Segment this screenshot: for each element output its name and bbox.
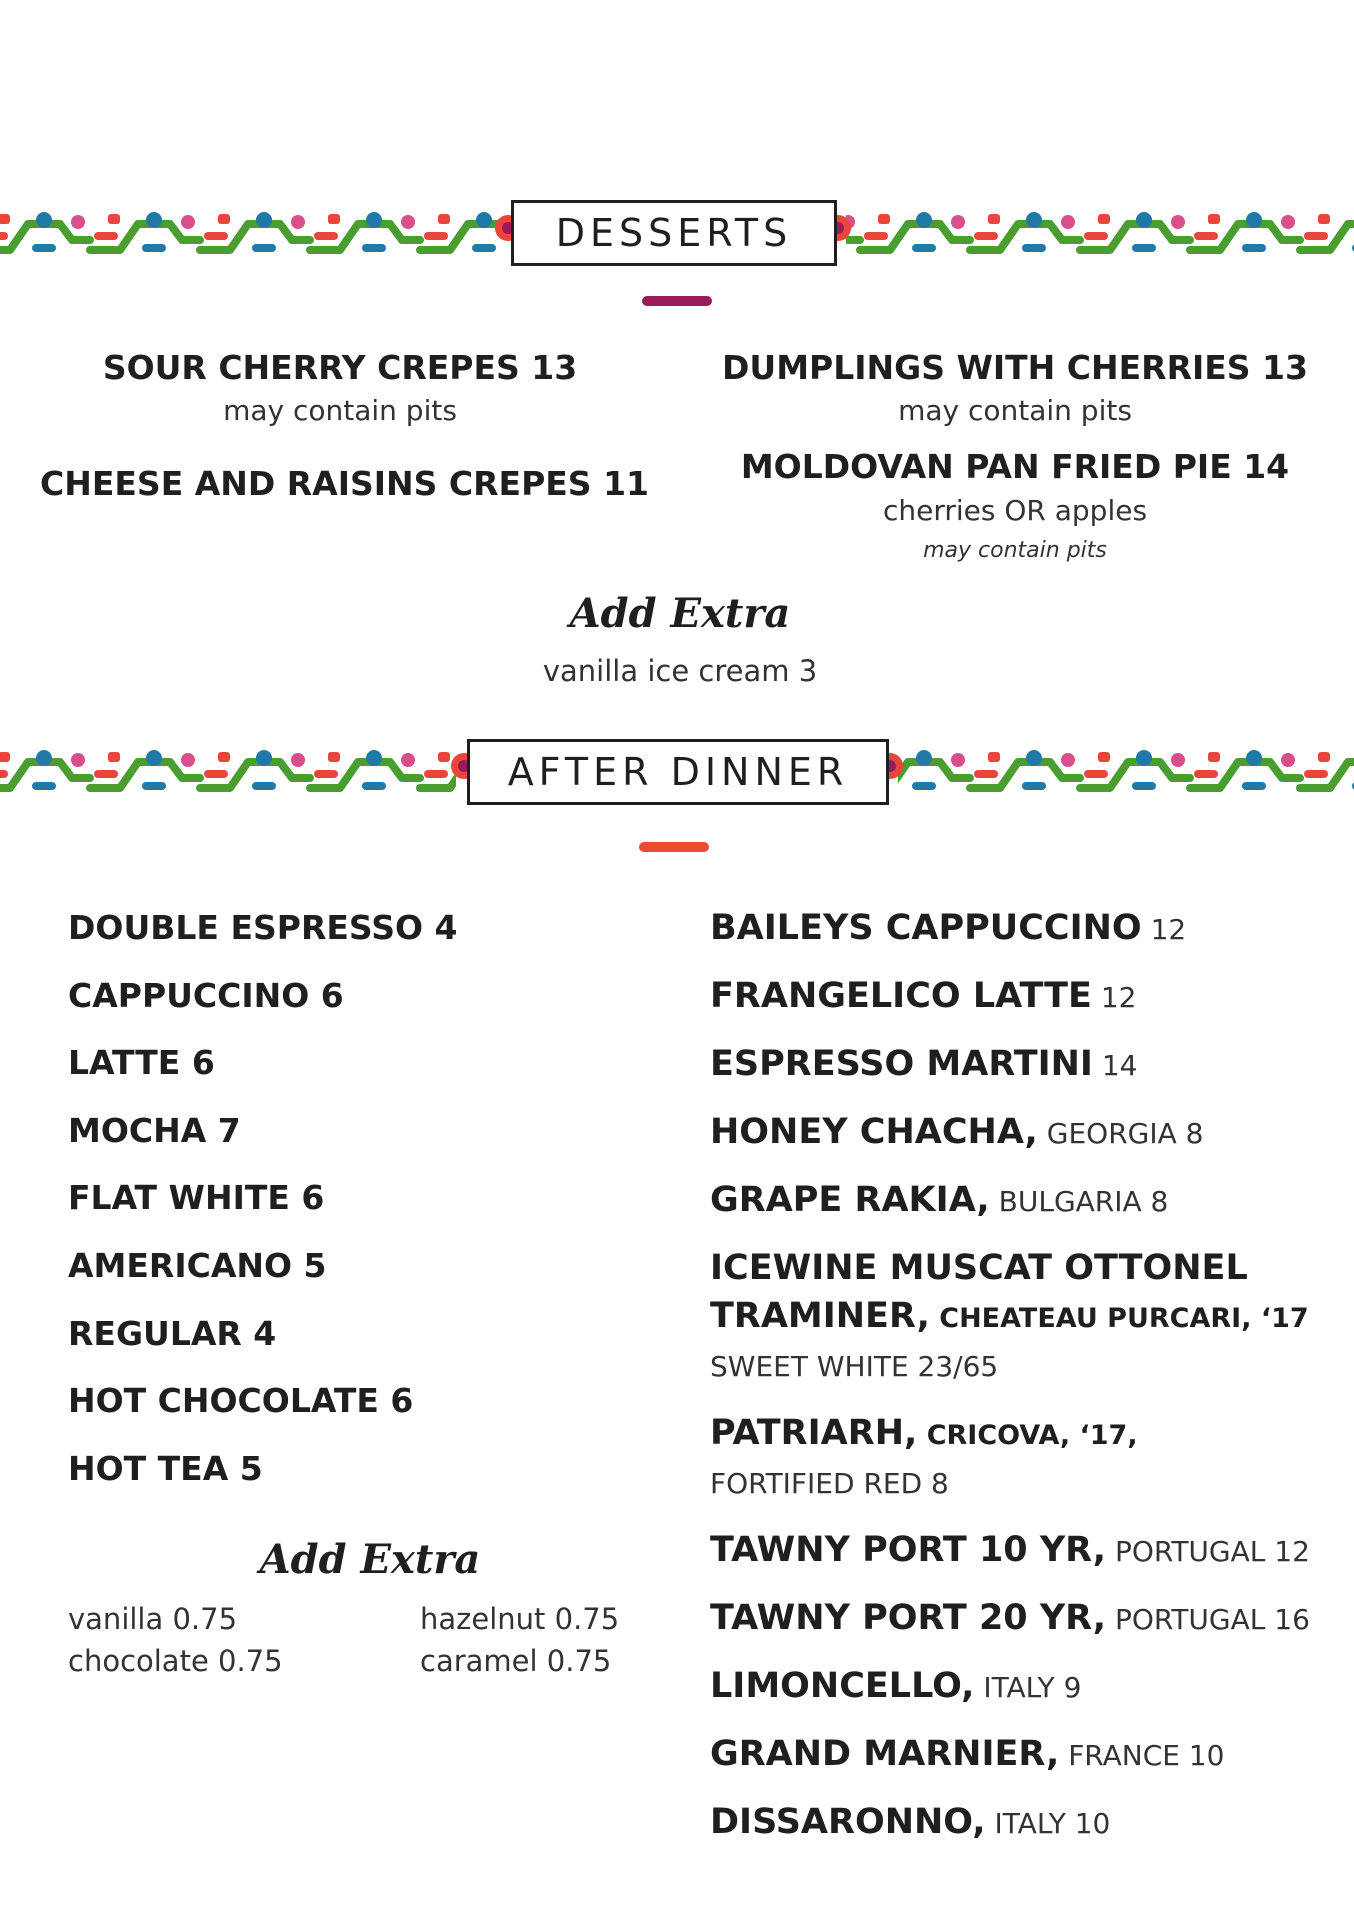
drink-detail: 12 xyxy=(1141,913,1187,946)
drink-name: FRANGELICO LATTE xyxy=(710,976,1092,1016)
dessert-note-dumplings: may contain pits xyxy=(898,394,1132,427)
coffee-item: AMERICANO 5 xyxy=(68,1246,327,1285)
desserts-title-text: DESSERTS xyxy=(555,211,793,255)
drink-name: LIMONCELLO, xyxy=(710,1666,975,1706)
desserts-add-extra-label: Add Extra xyxy=(569,590,791,637)
drink-item xyxy=(710,1802,1110,1842)
drink-detail: GEORGIA 8 xyxy=(1037,1117,1204,1150)
drink-name: PATRIARH, xyxy=(710,1413,918,1453)
dessert-item-cheese-raisins: CHEESE AND RAISINS CREPES 11 xyxy=(40,464,649,503)
drink-name: TAWNY PORT 10 YR, xyxy=(710,1530,1107,1570)
drink-item xyxy=(710,1530,1310,1570)
after-dinner-section-title xyxy=(467,739,889,805)
drink-name: GRAND MARNIER, xyxy=(710,1734,1060,1774)
drink-name: ESPRESSO MARTINI xyxy=(710,1044,1093,1084)
drink-item xyxy=(710,1180,1168,1220)
extra-chocolate: chocolate 0.75 xyxy=(68,1644,283,1678)
dessert-item-dumplings: DUMPLINGS WITH CHERRIES 13 xyxy=(722,348,1308,387)
drink-producer: CRICOVA, ‘17, xyxy=(917,1420,1138,1451)
desserts-section-title xyxy=(511,200,837,266)
drink-sub: SWEET WHITE 23/65 xyxy=(710,1350,999,1383)
coffee-item: HOT CHOCOLATE 6 xyxy=(68,1381,414,1420)
desserts-divider xyxy=(642,296,712,306)
after-dinner-divider xyxy=(639,842,709,852)
drink-detail: ITALY 10 xyxy=(985,1807,1111,1840)
coffee-item: HOT TEA 5 xyxy=(68,1449,263,1488)
drink-name: DISSARONNO, xyxy=(710,1802,986,1842)
coffee-item: DOUBLE ESPRESSO 4 xyxy=(68,908,458,947)
desserts-extra-ice-cream: vanilla ice cream 3 xyxy=(542,654,818,688)
drink-producer: CHEATEAU PURCARI, ‘17 xyxy=(929,1303,1309,1334)
drink-item xyxy=(710,1734,1225,1774)
coffee-item: REGULAR 4 xyxy=(68,1314,277,1353)
drink-detail: BULGARIA 8 xyxy=(989,1185,1169,1218)
dessert-note-moldovan-pie: cherries OR apples xyxy=(882,494,1148,527)
drink-detail: PORTUGAL 16 xyxy=(1106,1603,1310,1636)
dessert-note-sour-cherry: may contain pits xyxy=(223,394,457,427)
drink-item xyxy=(710,1296,1309,1336)
coffee-item: MOCHA 7 xyxy=(68,1111,241,1150)
drink-detail: 12 xyxy=(1091,981,1137,1014)
dessert-note2-moldovan-pie: may contain pits xyxy=(923,538,1107,563)
extra-vanilla: vanilla 0.75 xyxy=(68,1602,238,1636)
drink-detail: 14 xyxy=(1092,1049,1138,1082)
drink-name: GRAPE RAKIA, xyxy=(710,1180,990,1220)
drink-name: BAILEYS CAPPUCCINO xyxy=(710,908,1142,948)
drink-item xyxy=(710,1112,1203,1152)
drink-name: HONEY CHACHA, xyxy=(710,1112,1038,1152)
coffee-item: FLAT WHITE 6 xyxy=(68,1178,325,1217)
drink-name: TAWNY PORT 20 YR, xyxy=(710,1598,1107,1638)
after-dinner-title-text: AFTER DINNER xyxy=(507,750,849,794)
drink-name-line2: TRAMINER, xyxy=(710,1296,930,1336)
extra-hazelnut: hazelnut 0.75 xyxy=(420,1602,620,1636)
dessert-item-moldovan-pie: MOLDOVAN PAN FRIED PIE 14 xyxy=(740,447,1290,486)
drink-detail: PORTUGAL 12 xyxy=(1106,1535,1310,1568)
drink-item xyxy=(710,1666,1081,1706)
drink-item xyxy=(710,1598,1310,1638)
dessert-item-sour-cherry: SOUR CHERRY CREPES 13 xyxy=(102,348,578,387)
coffee-item: CAPPUCCINO 6 xyxy=(68,976,344,1015)
drink-name: ICEWINE MUSCAT OTTONEL xyxy=(710,1248,1248,1288)
after-dinner-add-extra-label: Add Extra xyxy=(259,1536,481,1583)
extra-caramel: caramel 0.75 xyxy=(420,1644,612,1678)
drink-item xyxy=(710,1413,1138,1453)
drink-item xyxy=(710,1044,1137,1084)
drink-detail: FRANCE 10 xyxy=(1059,1739,1225,1772)
coffee-item: LATTE 6 xyxy=(68,1043,215,1082)
drink-item xyxy=(710,1248,1248,1288)
drink-item xyxy=(710,976,1137,1016)
drink-detail: ITALY 9 xyxy=(974,1671,1082,1704)
drink-sub: FORTIFIED RED 8 xyxy=(710,1467,949,1500)
drink-item xyxy=(710,908,1186,948)
